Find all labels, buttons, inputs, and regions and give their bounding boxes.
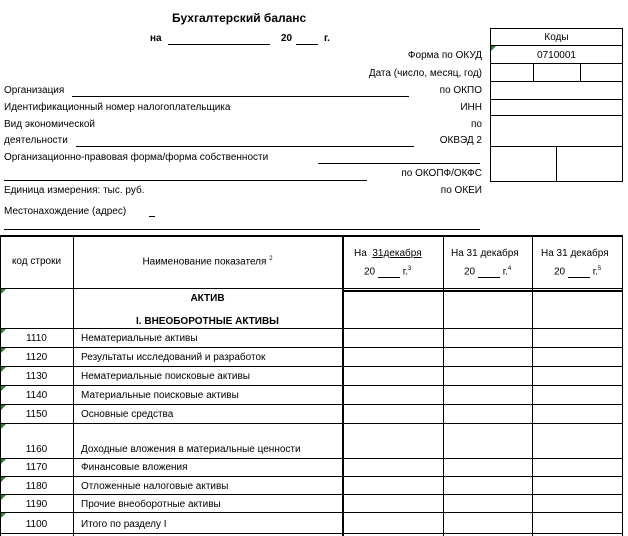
activity-label-2: деятельности (4, 135, 68, 146)
legal-form-input-2[interactable] (4, 180, 367, 181)
col2-year: 20 г.$^4$ (464, 266, 512, 278)
location-input-short[interactable] (149, 216, 155, 217)
okei-label: по ОКЕИ (440, 185, 482, 196)
col1-year: 20 г.$^3$ (364, 266, 412, 278)
year-suffix: г. (324, 33, 330, 44)
col1-header: На 31декабря (354, 248, 422, 259)
row-code: 1100 (25, 519, 48, 530)
organization-input[interactable] (72, 96, 409, 97)
row-name: Итого по разделу I (81, 519, 167, 530)
organization-label: Организация (4, 85, 65, 96)
activity-input[interactable] (76, 146, 414, 147)
okved-label: ОКВЭД 2 (439, 135, 482, 146)
row-name: Результаты исследований и разработок (81, 352, 266, 363)
row-code: 1180 (25, 481, 48, 492)
subsection-title: I. ВНЕОБОРОТНЫЕ АКТИВЫ (136, 316, 279, 327)
row-name: Прочие внеоборотные активы (81, 499, 221, 510)
okud-label: Форма по ОКУД (407, 50, 482, 61)
row-code: 1110 (26, 333, 47, 344)
col2-header: На 31 декабря (451, 248, 519, 259)
col-code-header: код строки (11, 256, 62, 267)
col-name-header: Наименование показателя $^2$ (142, 256, 273, 268)
row-code: 1140 (25, 390, 48, 401)
row-code: 1190 (25, 499, 48, 510)
date-na-label: на (150, 33, 162, 44)
document-title: Бухгалтерский баланс (172, 11, 307, 25)
legal-form-label: Организационно-правовая форма/форма собственности (4, 152, 269, 163)
row-name: Материальные поисковые активы (81, 390, 239, 401)
row-name: Нематериальные поисковые активы (81, 371, 250, 382)
okopf-label: по ОКОПФ/ОКФС (401, 168, 482, 179)
year-underline[interactable] (296, 44, 318, 45)
inn-code-label: ИНН (460, 102, 482, 113)
row-name: Нематериальные активы (81, 333, 198, 344)
row-code: 1170 (25, 462, 48, 473)
activity-label-1: Вид экономической (4, 119, 95, 130)
location-label: Местонахождение (адрес) (4, 206, 127, 217)
po-label: по (471, 119, 482, 130)
row-code: 1130 (25, 371, 48, 382)
row-name: Доходные вложения в материальные ценности (81, 444, 301, 455)
location-input[interactable] (4, 229, 480, 230)
okpo-label: по ОКПО (439, 85, 482, 96)
date-underline[interactable] (168, 44, 270, 45)
okud-value[interactable]: 0710001 (537, 50, 576, 61)
row-code: 1120 (25, 352, 48, 363)
row-name: Основные средства (81, 409, 174, 420)
col3-year: 20 г.$^5$ (554, 266, 602, 278)
inn-label: Идентификационный номер налогоплательщика (4, 102, 231, 113)
codes-title: Коды (544, 32, 569, 43)
legal-form-input-1[interactable] (318, 163, 480, 164)
unit-label: Единица измерения: тыс. руб. (4, 185, 145, 196)
row-name: Финансовые вложения (81, 462, 188, 473)
year-prefix: 20 (281, 33, 293, 44)
row-code: 1150 (25, 409, 48, 420)
section-title: АКТИВ (190, 293, 225, 304)
date-label: Дата (число, месяц, год) (368, 68, 482, 79)
row-code: 1160 (25, 444, 48, 455)
row-name: Отложенные налоговые активы (81, 481, 229, 492)
col3-header: На 31 декабря (541, 248, 609, 259)
